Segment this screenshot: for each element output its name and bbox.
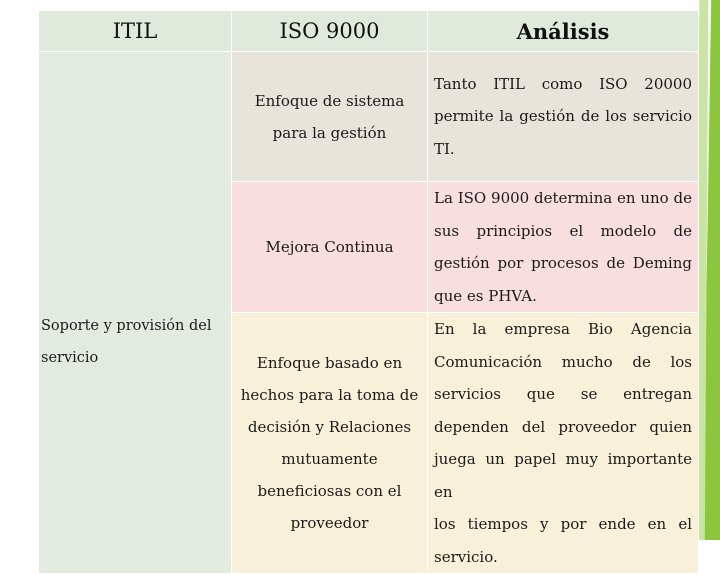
header-itil: ITIL: [39, 11, 232, 52]
iso-cell-sistema: [232, 52, 428, 182]
analysis-text-line: sus principios el modelo de: [434, 221, 692, 240]
iso-text-line: mutuamente: [281, 450, 378, 468]
iso-text-line: hechos para la toma de: [240, 386, 419, 404]
analysis-text-line: permite la gestión de los servicio: [434, 107, 692, 126]
analysis-text-line: juega un papel muy importante en: [434, 450, 692, 501]
iso-cell-enfoque: [232, 313, 428, 574]
iso-text-line: proveedor: [290, 514, 369, 532]
iso-text-line: Mejora Continua: [265, 238, 394, 256]
itil-cell: [39, 52, 232, 574]
analysis-cell-sistema: [428, 52, 699, 182]
analysis-text-line: En la empresa Bio Agencia: [434, 320, 692, 338]
analysis-text-line: que es PHVA.: [434, 286, 537, 305]
analysis-text-line: servicio.: [434, 547, 498, 566]
itil-text-line: servicio: [41, 349, 99, 366]
analysis-text-line: servicios que se entregan: [434, 385, 692, 403]
analysis-cell-mejora: [428, 182, 699, 313]
analysis-text-line: TI.: [434, 139, 455, 158]
header-iso-9000: ISO 9000: [232, 11, 428, 52]
comparison-table: [38, 10, 699, 574]
iso-text-line: beneficiosas con el: [257, 482, 402, 500]
iso-text-line: Enfoque basado en: [256, 354, 403, 372]
header-row: [39, 11, 699, 52]
iso-text-line: decisión y Relaciones: [247, 418, 412, 436]
analysis-text-line: Tanto ITIL como ISO 20000: [434, 74, 692, 93]
analysis-text-line: gestión por procesos de Deming: [434, 254, 692, 272]
header-analisis: Análisis: [428, 11, 699, 52]
analysis-text-line: Comunicación mucho de los: [434, 352, 692, 371]
analysis-text-line: dependen del proveedor quien: [434, 417, 692, 436]
table-row: [39, 52, 699, 182]
analysis-cell-enfoque: [428, 313, 699, 574]
iso-cell-mejora: [232, 182, 428, 313]
analysis-text-line: los tiempos y por ende en el: [434, 515, 692, 533]
iso-text-line: Enfoque de sistema: [254, 91, 405, 110]
itil-text-line: Soporte y provisión del: [41, 317, 212, 334]
iso-text-line: para la gestión: [272, 123, 387, 142]
analysis-text-line: La ISO 9000 determina en uno de: [434, 189, 692, 207]
